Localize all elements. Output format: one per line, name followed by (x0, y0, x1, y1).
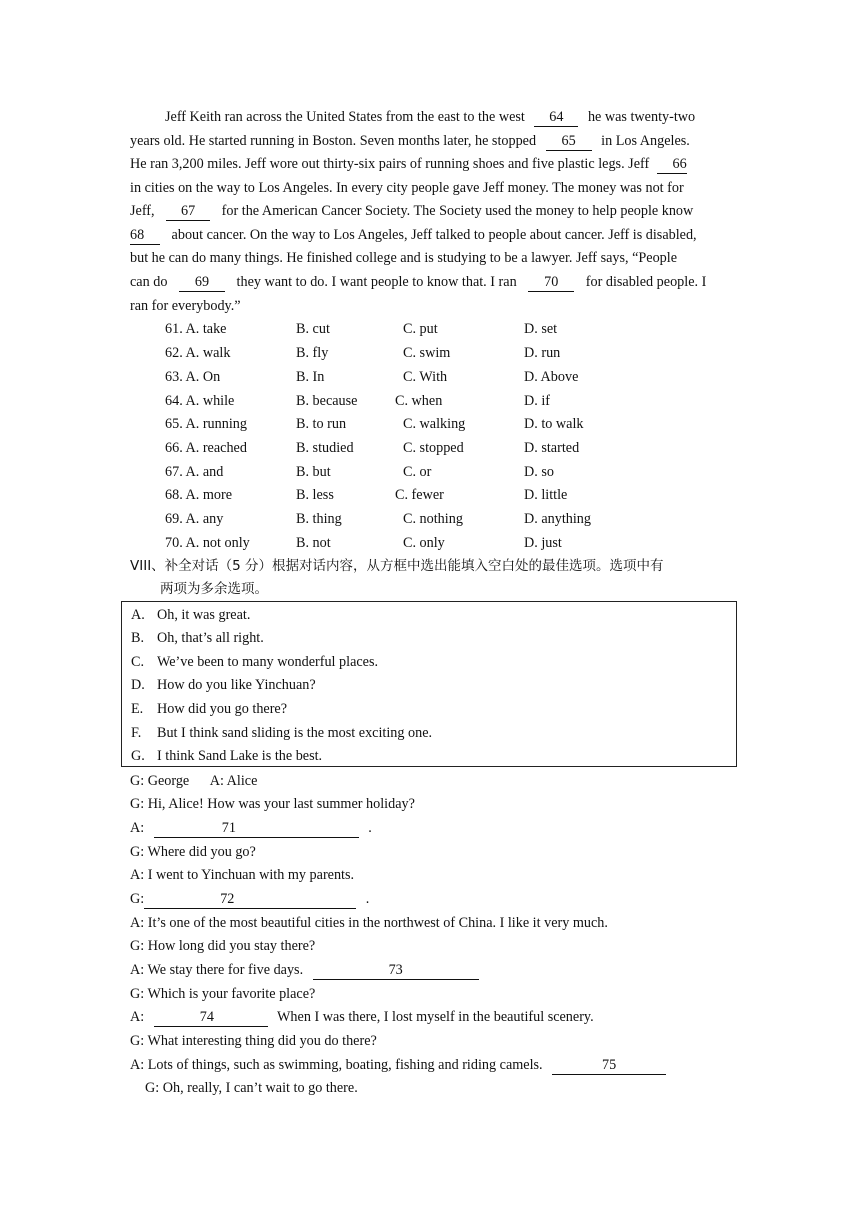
option-letter: E. (131, 701, 144, 717)
dialogue-line (130, 960, 479, 980)
question-option-c: C. nothing (403, 511, 463, 527)
blank-66: 66 (657, 155, 687, 174)
passage-line-5 (130, 201, 693, 221)
dialogue-text: A: (130, 1009, 145, 1025)
dialogue-line (130, 913, 608, 933)
option-item (131, 675, 316, 695)
question-option-a: 61. A. take (165, 321, 227, 337)
passage-text: He ran 3,200 miles. Jeff wore out thirty-six pairs of running shoes and five plastic legs. Jeff (130, 156, 650, 172)
passage-text: years old. He started running in Boston. Seven months later, he stopped (130, 133, 537, 149)
question-option-a: 67. A. and (165, 464, 224, 480)
dialogue-line (130, 1007, 594, 1027)
passage-line-3 (130, 154, 687, 174)
section-heading-cont (160, 579, 268, 599)
dialogue-text: A: (130, 820, 145, 836)
dialogue-text: A: It’s one of the most beautiful cities in the northwest of China. I like it very much. (130, 915, 608, 931)
dialogue-text: A: Lots of things, such as swimming, boating, fishing and riding camels. (130, 1057, 543, 1073)
dialogue-text: A: We stay there for five days. (130, 962, 304, 978)
section-heading-line-2: 两项为多余选项。 (160, 581, 268, 597)
option-item (131, 723, 432, 743)
dialogue-line (130, 865, 354, 885)
question-option-d: D. little (524, 487, 568, 503)
dialogue-text: . (365, 891, 370, 907)
passage-line-6 (130, 225, 697, 245)
question-option-c: C. put (403, 321, 438, 337)
dialogue-line (130, 889, 369, 909)
blank-75: 75 (552, 1056, 666, 1075)
dialogue-text: G: Which is your favorite place? (130, 986, 316, 1002)
blank-68: 68 (130, 226, 160, 245)
dialogue-text: G: Oh, really, I can’t wait to go there. (145, 1080, 358, 1096)
dialogue-text: G: How long did you stay there? (130, 938, 316, 954)
dialogue-line (130, 936, 315, 956)
passage-line-2 (130, 131, 690, 151)
dialogue-speakers (130, 771, 257, 791)
question-option-c: C. swim (403, 345, 451, 361)
question-option-a: 66. A. reached (165, 440, 247, 456)
option-item (131, 652, 378, 672)
option-text: I think Sand Lake is the best. (157, 748, 323, 764)
blank-69: 69 (179, 273, 225, 292)
question-option-b: B. but (296, 464, 331, 480)
option-letter: F. (131, 725, 142, 741)
question-option-b: B. to run (296, 416, 347, 432)
option-letter: G. (131, 748, 145, 764)
passage-text: about cancer. On the way to Los Angeles, Jeff talked to people about cancer. Jeff is disabled, (171, 227, 697, 243)
passage-text: but he can do many things. He finished college and is studying to be a lawyer. Jeff says, “People (130, 250, 678, 266)
dialogue-line (130, 842, 256, 862)
dialogue-line (130, 984, 315, 1004)
question-option-d: D. set (524, 321, 558, 337)
option-letter: C. (131, 654, 145, 670)
option-text: We’ve been to many wonderful places. (157, 654, 379, 670)
dialogue-line (130, 1055, 666, 1075)
passage-line-7 (130, 248, 677, 268)
passage-text: can do (130, 274, 168, 290)
passage-line-9 (130, 296, 241, 316)
dialogue-text: G: Where did you go? (130, 844, 256, 860)
option-letter: A. (131, 607, 145, 623)
passage-text: they want to do. I want people to know that. I ran (236, 274, 517, 290)
passage-text: for the American Cancer Society. The Society used the money to help people know (221, 203, 694, 219)
question-option-b: B. less (296, 487, 334, 503)
blank-71: 71 (154, 819, 359, 838)
question-option-a: 69. A. any (165, 511, 224, 527)
blank-67: 67 (166, 202, 210, 221)
question-option-d: D. Above (524, 369, 579, 385)
question-option-c: C. With (403, 369, 448, 385)
blank-73: 73 (313, 961, 479, 980)
question-option-d: D. started (524, 440, 580, 456)
option-text: How did you go there? (157, 701, 288, 717)
dialogue-text: . (368, 820, 372, 836)
question-option-a: 64. A. while (165, 393, 235, 409)
option-text: Oh, that’s all right. (157, 630, 264, 646)
question-option-c: C. stopped (403, 440, 464, 456)
option-item (131, 605, 250, 625)
dialogue-line (145, 1078, 358, 1098)
question-option-c: C. only (403, 535, 445, 551)
question-option-b: B. because (296, 393, 358, 409)
dialogue-text: G: (130, 891, 145, 907)
question-option-c: C. walking (403, 416, 466, 432)
passage-text: for disabled people. I (585, 274, 707, 290)
question-option-d: D. so (524, 464, 554, 480)
option-text: Oh, it was great. (157, 607, 251, 623)
question-option-b: B. fly (296, 345, 329, 361)
question-option-b: B. In (296, 369, 325, 385)
option-box (121, 601, 737, 767)
blank-72: 72 (144, 890, 356, 909)
option-text: But I think sand sliding is the most exciting one. (157, 725, 433, 741)
passage-line-8 (130, 272, 706, 292)
passage-text: in Los Angeles. (601, 133, 690, 149)
passage-text: Jeff, (130, 203, 155, 219)
blank-70: 70 (528, 273, 574, 292)
passage-text: in cities on the way to Los Angeles. In every city people gave Jeff money. The money was not for (130, 180, 684, 196)
speakers-text: G: George A: Alice (130, 773, 258, 789)
question-option-b: B. not (296, 535, 331, 551)
passage-text: he was twenty-two (587, 109, 696, 125)
option-item (131, 746, 322, 766)
option-item (131, 628, 264, 648)
option-item (131, 699, 287, 719)
dialogue-line (130, 818, 372, 838)
question-option-b: B. thing (296, 511, 342, 527)
question-option-a: 70. A. not only (165, 535, 250, 551)
option-letter: D. (131, 677, 145, 693)
dialogue-text: When I was there, I lost myself in the beautiful scenery. (277, 1009, 594, 1025)
dialogue-line (130, 794, 415, 814)
question-option-a: 68. A. more (165, 487, 232, 503)
dialogue-text: A: I went to Yinchuan with my parents. (130, 867, 355, 883)
question-option-c: C. when (395, 393, 443, 409)
dialogue-text: G: What interesting thing did you do there? (130, 1033, 377, 1049)
question-option-d: D. to walk (524, 416, 584, 432)
question-option-d: D. just (524, 535, 562, 551)
question-option-c: C. fewer (395, 487, 444, 503)
question-option-b: B. cut (296, 321, 330, 337)
passage-text: Jeff Keith ran across the United States from the east to the west (165, 109, 525, 125)
dialogue-line (130, 1031, 377, 1051)
passage-line-4 (130, 178, 684, 198)
question-option-d: D. if (524, 393, 551, 409)
passage-text: ran for everybody.” (130, 298, 241, 314)
section-heading-line-1: VIII、补全对话（5 分）根据对话内容，从方框中选出能填入空白处的最佳选项。选项中有 (130, 558, 664, 574)
section-heading (130, 556, 664, 576)
option-text: How do you like Yinchuan? (157, 677, 316, 693)
question-option-a: 62. A. walk (165, 345, 231, 361)
question-option-d: D. run (524, 345, 561, 361)
question-option-c: C. or (403, 464, 432, 480)
option-letter: B. (131, 630, 145, 646)
passage-line-1 (165, 107, 695, 127)
question-option-b: B. studied (296, 440, 354, 456)
dialogue-text: G: Hi, Alice! How was your last summer holiday? (130, 796, 415, 812)
question-option-d: D. anything (524, 511, 591, 527)
question-option-a: 65. A. running (165, 416, 247, 432)
blank-64: 64 (534, 108, 578, 127)
question-option-a: 63. A. On (165, 369, 221, 385)
blank-65: 65 (546, 132, 592, 151)
blank-74: 74 (154, 1008, 268, 1027)
